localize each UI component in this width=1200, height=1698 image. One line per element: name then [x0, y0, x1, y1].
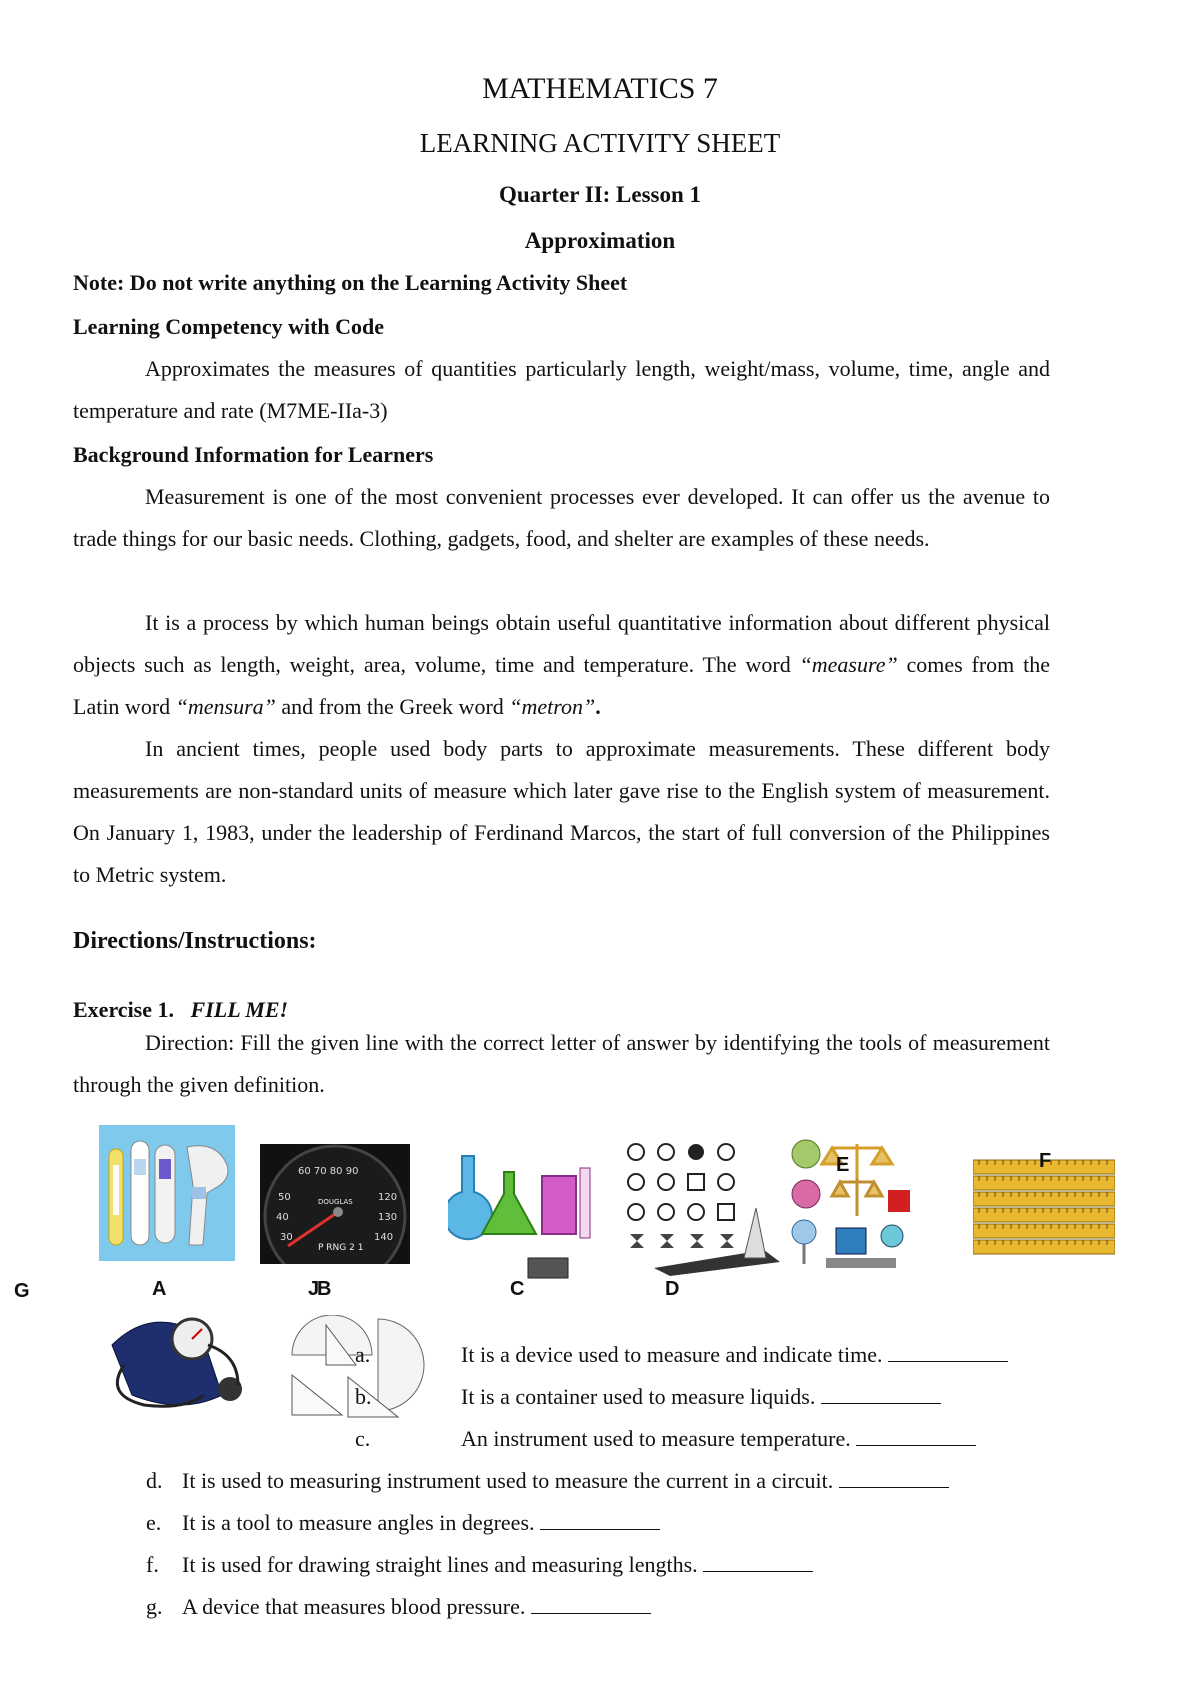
page-title: MATHEMATICS 7	[482, 72, 718, 105]
question-d-letter: d.	[146, 1468, 163, 1493]
question-f-letter: f.	[146, 1552, 159, 1577]
question-a-text: It is a device used to measure and indicate time.	[461, 1342, 883, 1367]
label-e: E	[836, 1154, 850, 1176]
answer-blank-c[interactable]	[856, 1425, 976, 1446]
svg-text:140: 140	[374, 1232, 394, 1243]
p2-part-c: and from the Greek word	[275, 694, 510, 719]
answer-blank-a[interactable]	[888, 1341, 1008, 1362]
question-d-text: It is used to measuring instrument used to measure the current in a circuit.	[182, 1468, 834, 1493]
label-b: B	[317, 1278, 332, 1300]
competency-heading: Learning Competency with Code	[73, 314, 385, 339]
note: Note: Do not write anything on the Learning Activity Sheet	[73, 270, 628, 295]
exercise-name: FILL ME!	[190, 997, 289, 1022]
background-p1: Measurement is one of the most convenient processes ever developed. It can offer us the avenue to trade things for our basic needs. Clothing, gadgets, food, and shelter are examples of these needs.	[73, 484, 1050, 551]
label-d: D	[665, 1278, 680, 1300]
answer-blank-d[interactable]	[839, 1467, 949, 1488]
svg-text:40: 40	[276, 1212, 289, 1223]
direction-text: Direction: Fill the given line with the correct letter of answer by identifying the tools of measurement through the given definition.	[73, 1030, 1050, 1097]
word-metron: “metron”	[509, 694, 596, 719]
question-g-text: A device that measures blood pressure.	[182, 1594, 526, 1619]
page-subtitle: LEARNING ACTIVITY SHEET	[419, 128, 781, 158]
clocks-image	[624, 1138, 784, 1278]
question-c	[461, 1424, 976, 1454]
label-f: F	[1039, 1150, 1052, 1172]
question-e-letter: e.	[146, 1510, 162, 1535]
question-f	[182, 1550, 813, 1580]
svg-text:120: 120	[378, 1192, 398, 1203]
question-b-text: It is a container used to measure liquids.	[461, 1384, 816, 1409]
question-f-text: It is used for drawing straight lines and measuring lengths.	[182, 1552, 698, 1577]
word-measure: “measure”	[799, 652, 898, 677]
question-e	[182, 1508, 660, 1538]
question-c-letter: c.	[355, 1426, 371, 1451]
topic-label: Approximation	[524, 228, 676, 253]
bp-monitor-image	[104, 1305, 254, 1415]
question-a-letter: a.	[355, 1342, 371, 1367]
competency-text: Approximates the measures of quantities particularly length, weight/mass, volume, time, angle and temperature and rate (M7ME-IIa-3)	[73, 356, 1050, 423]
svg-text:130: 130	[378, 1212, 398, 1223]
label-j: J	[308, 1278, 320, 1300]
svg-text:30: 30	[280, 1232, 293, 1243]
speedometer-image	[260, 1144, 410, 1264]
thermometers-image	[99, 1125, 235, 1261]
speedometer-brand: DOUGLAS	[318, 1198, 353, 1206]
svg-text:60 70 80 90: 60 70 80 90	[298, 1166, 359, 1177]
question-a	[461, 1340, 1008, 1370]
p2-part-d: .	[595, 694, 601, 719]
speedometer-plate: P RNG 2 1	[318, 1243, 364, 1253]
question-c-text: An instrument used to measure temperature.	[461, 1426, 851, 1451]
quarter-label: Quarter II: Lesson 1	[498, 182, 702, 207]
background-heading: Background Information for Learners	[73, 442, 434, 467]
question-d	[182, 1466, 949, 1496]
answer-blank-f[interactable]	[703, 1551, 813, 1572]
background-p3: In ancient times, people used body parts to approximate measurements. These different body measurements are non-standard units of measure which later gave rise to the English system of measurement. On January 1, 1983, under the leadership of Ferdinand Marcos, the start of full conversion of the Philippines to Metric system.	[73, 736, 1050, 887]
question-b	[461, 1382, 941, 1412]
p2-part-b: comes from the Latin word	[73, 652, 1050, 719]
glassware-image	[448, 1150, 598, 1280]
label-c: C	[510, 1278, 525, 1300]
scales-image	[780, 1134, 920, 1274]
exercise-label: Exercise 1.	[73, 997, 175, 1022]
answer-blank-g[interactable]	[531, 1593, 651, 1614]
background-p2	[73, 602, 1050, 728]
directions-heading: Directions/Instructions:	[73, 928, 317, 954]
answer-blank-e[interactable]	[540, 1509, 660, 1530]
label-a: A	[152, 1278, 167, 1300]
exercise-title	[73, 995, 1050, 1025]
p2-part-a: It is a process by which human beings obtain useful quantitative information about different physical objects such as length, weight, area, volume, time and temperature. The word	[73, 610, 1050, 677]
question-b-letter: b.	[355, 1384, 372, 1409]
question-e-text: It is a tool to measure angles in degrees.	[182, 1510, 535, 1535]
label-g: G	[14, 1280, 30, 1302]
answer-blank-b[interactable]	[821, 1383, 941, 1404]
question-g	[182, 1592, 651, 1622]
svg-text:50: 50	[278, 1192, 291, 1203]
question-g-letter: g.	[146, 1594, 163, 1619]
word-mensura: “mensura”	[175, 694, 276, 719]
